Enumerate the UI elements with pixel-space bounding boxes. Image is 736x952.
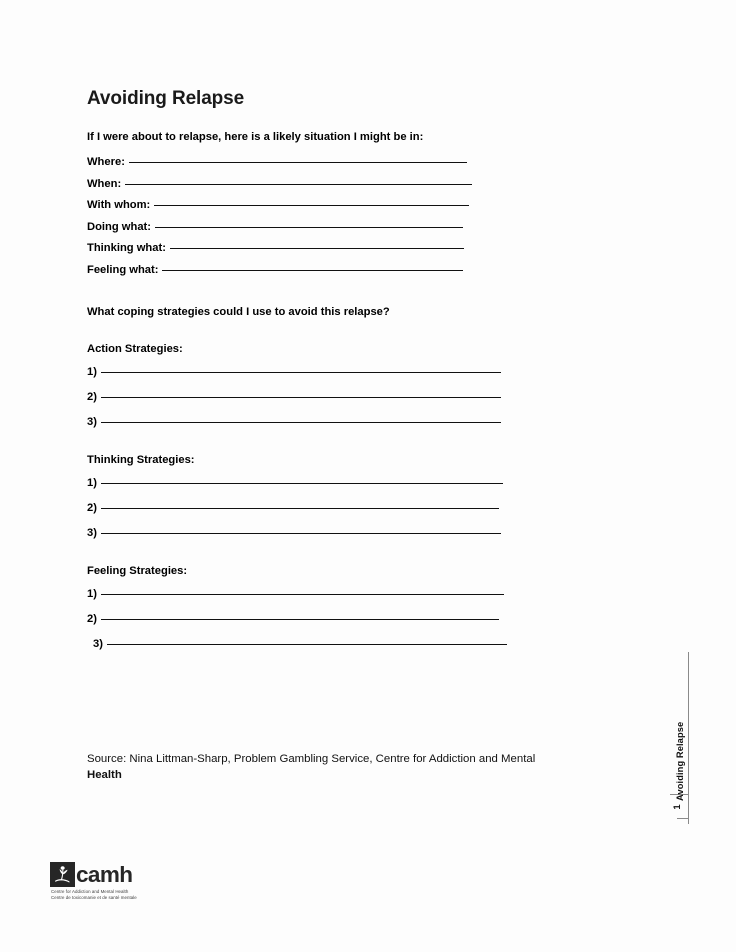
strategy-section bbox=[87, 343, 527, 428]
strategy-item-row bbox=[87, 502, 527, 514]
worksheet-body bbox=[87, 88, 527, 650]
strategy-item-row bbox=[87, 588, 527, 600]
coping-question: What coping strategies could I use to avoid this relapse? bbox=[87, 305, 390, 318]
situation-field-label: Feeling what: bbox=[87, 263, 159, 276]
strategy-item-row bbox=[87, 638, 527, 650]
strategy-item-blank[interactable] bbox=[101, 397, 501, 398]
camh-tagline bbox=[51, 889, 137, 901]
situation-field-row bbox=[87, 221, 527, 233]
camh-tagline-fr: Centre de toxicomanie et de santé mentale bbox=[51, 895, 137, 901]
strategy-item-row bbox=[87, 527, 527, 539]
strategy-item-row bbox=[87, 391, 527, 403]
strategy-item-row bbox=[87, 416, 527, 428]
strategy-item-blank[interactable] bbox=[101, 372, 501, 373]
strategy-item-blank[interactable] bbox=[101, 422, 501, 423]
strategy-section-heading: Action Strategies: bbox=[87, 342, 183, 355]
strategy-item-blank[interactable] bbox=[107, 644, 507, 645]
strategy-item-blank[interactable] bbox=[101, 594, 504, 595]
strategy-item-number: 3) bbox=[87, 415, 97, 428]
strategy-section-heading: Feeling Strategies: bbox=[87, 564, 188, 577]
side-tab bbox=[662, 652, 702, 824]
strategy-section-list bbox=[87, 343, 527, 650]
strategy-item-blank[interactable] bbox=[101, 508, 499, 509]
situation-field-row bbox=[87, 156, 527, 168]
page-number: 1 bbox=[672, 804, 683, 810]
situation-field-blank[interactable] bbox=[155, 227, 463, 228]
situation-field-blank[interactable] bbox=[162, 270, 463, 271]
strategy-item-number: 1) bbox=[87, 587, 97, 600]
situation-field-blank[interactable] bbox=[154, 205, 469, 206]
camh-wordmark: camh bbox=[76, 862, 133, 887]
strategy-item-blank[interactable] bbox=[101, 483, 503, 484]
situation-field-row bbox=[87, 178, 527, 190]
strategy-item-blank[interactable] bbox=[101, 619, 499, 620]
strategy-section bbox=[87, 565, 527, 650]
camh-logo-mark-icon bbox=[50, 862, 75, 887]
strategy-section-heading: Thinking Strategies: bbox=[87, 453, 195, 466]
source-organization: Health bbox=[87, 768, 122, 781]
strategy-item-row bbox=[87, 477, 527, 489]
strategy-item-number: 1) bbox=[87, 476, 97, 489]
situation-field-label: Where: bbox=[87, 156, 125, 168]
situation-field-row bbox=[87, 199, 527, 211]
strategy-item-blank[interactable] bbox=[101, 533, 501, 534]
situation-field-list bbox=[87, 156, 527, 276]
source-attribution bbox=[87, 752, 539, 783]
side-tab-title: Avoiding Relapse bbox=[675, 721, 685, 801]
situation-field-blank[interactable] bbox=[170, 248, 464, 249]
strategy-item-row bbox=[87, 613, 527, 625]
camh-tagline-en: Centre for Addiction and Mental Health bbox=[51, 889, 129, 894]
strategy-item-number: 3) bbox=[93, 637, 103, 650]
side-tab-tick-lower bbox=[677, 818, 689, 819]
strategy-section bbox=[87, 454, 527, 539]
situation-field-label: With whom: bbox=[87, 199, 151, 211]
situation-field-label: When: bbox=[87, 177, 122, 190]
page-title: Avoiding Relapse bbox=[87, 88, 245, 109]
intro-prompt: If I were about to relapse, here is a likely situation I might be in: bbox=[87, 131, 424, 143]
situation-field-blank[interactable] bbox=[129, 162, 467, 163]
source-text: Source: Nina Littman-Sharp, Problem Gambling Service, Centre for Addiction and Mental bbox=[87, 753, 536, 766]
strategy-item-row bbox=[87, 366, 527, 378]
strategy-item-number: 1) bbox=[87, 365, 97, 378]
situation-field-label: Doing what: bbox=[87, 220, 152, 233]
situation-field-row bbox=[87, 242, 527, 254]
camh-logo bbox=[50, 862, 175, 904]
strategy-item-number: 2) bbox=[87, 612, 97, 625]
strategy-item-number: 3) bbox=[87, 526, 97, 539]
situation-field-blank[interactable] bbox=[125, 184, 472, 185]
strategy-item-number: 2) bbox=[87, 501, 97, 514]
situation-field-label: Thinking what: bbox=[87, 242, 166, 254]
strategy-item-number: 2) bbox=[87, 390, 97, 403]
situation-field-row bbox=[87, 264, 527, 276]
